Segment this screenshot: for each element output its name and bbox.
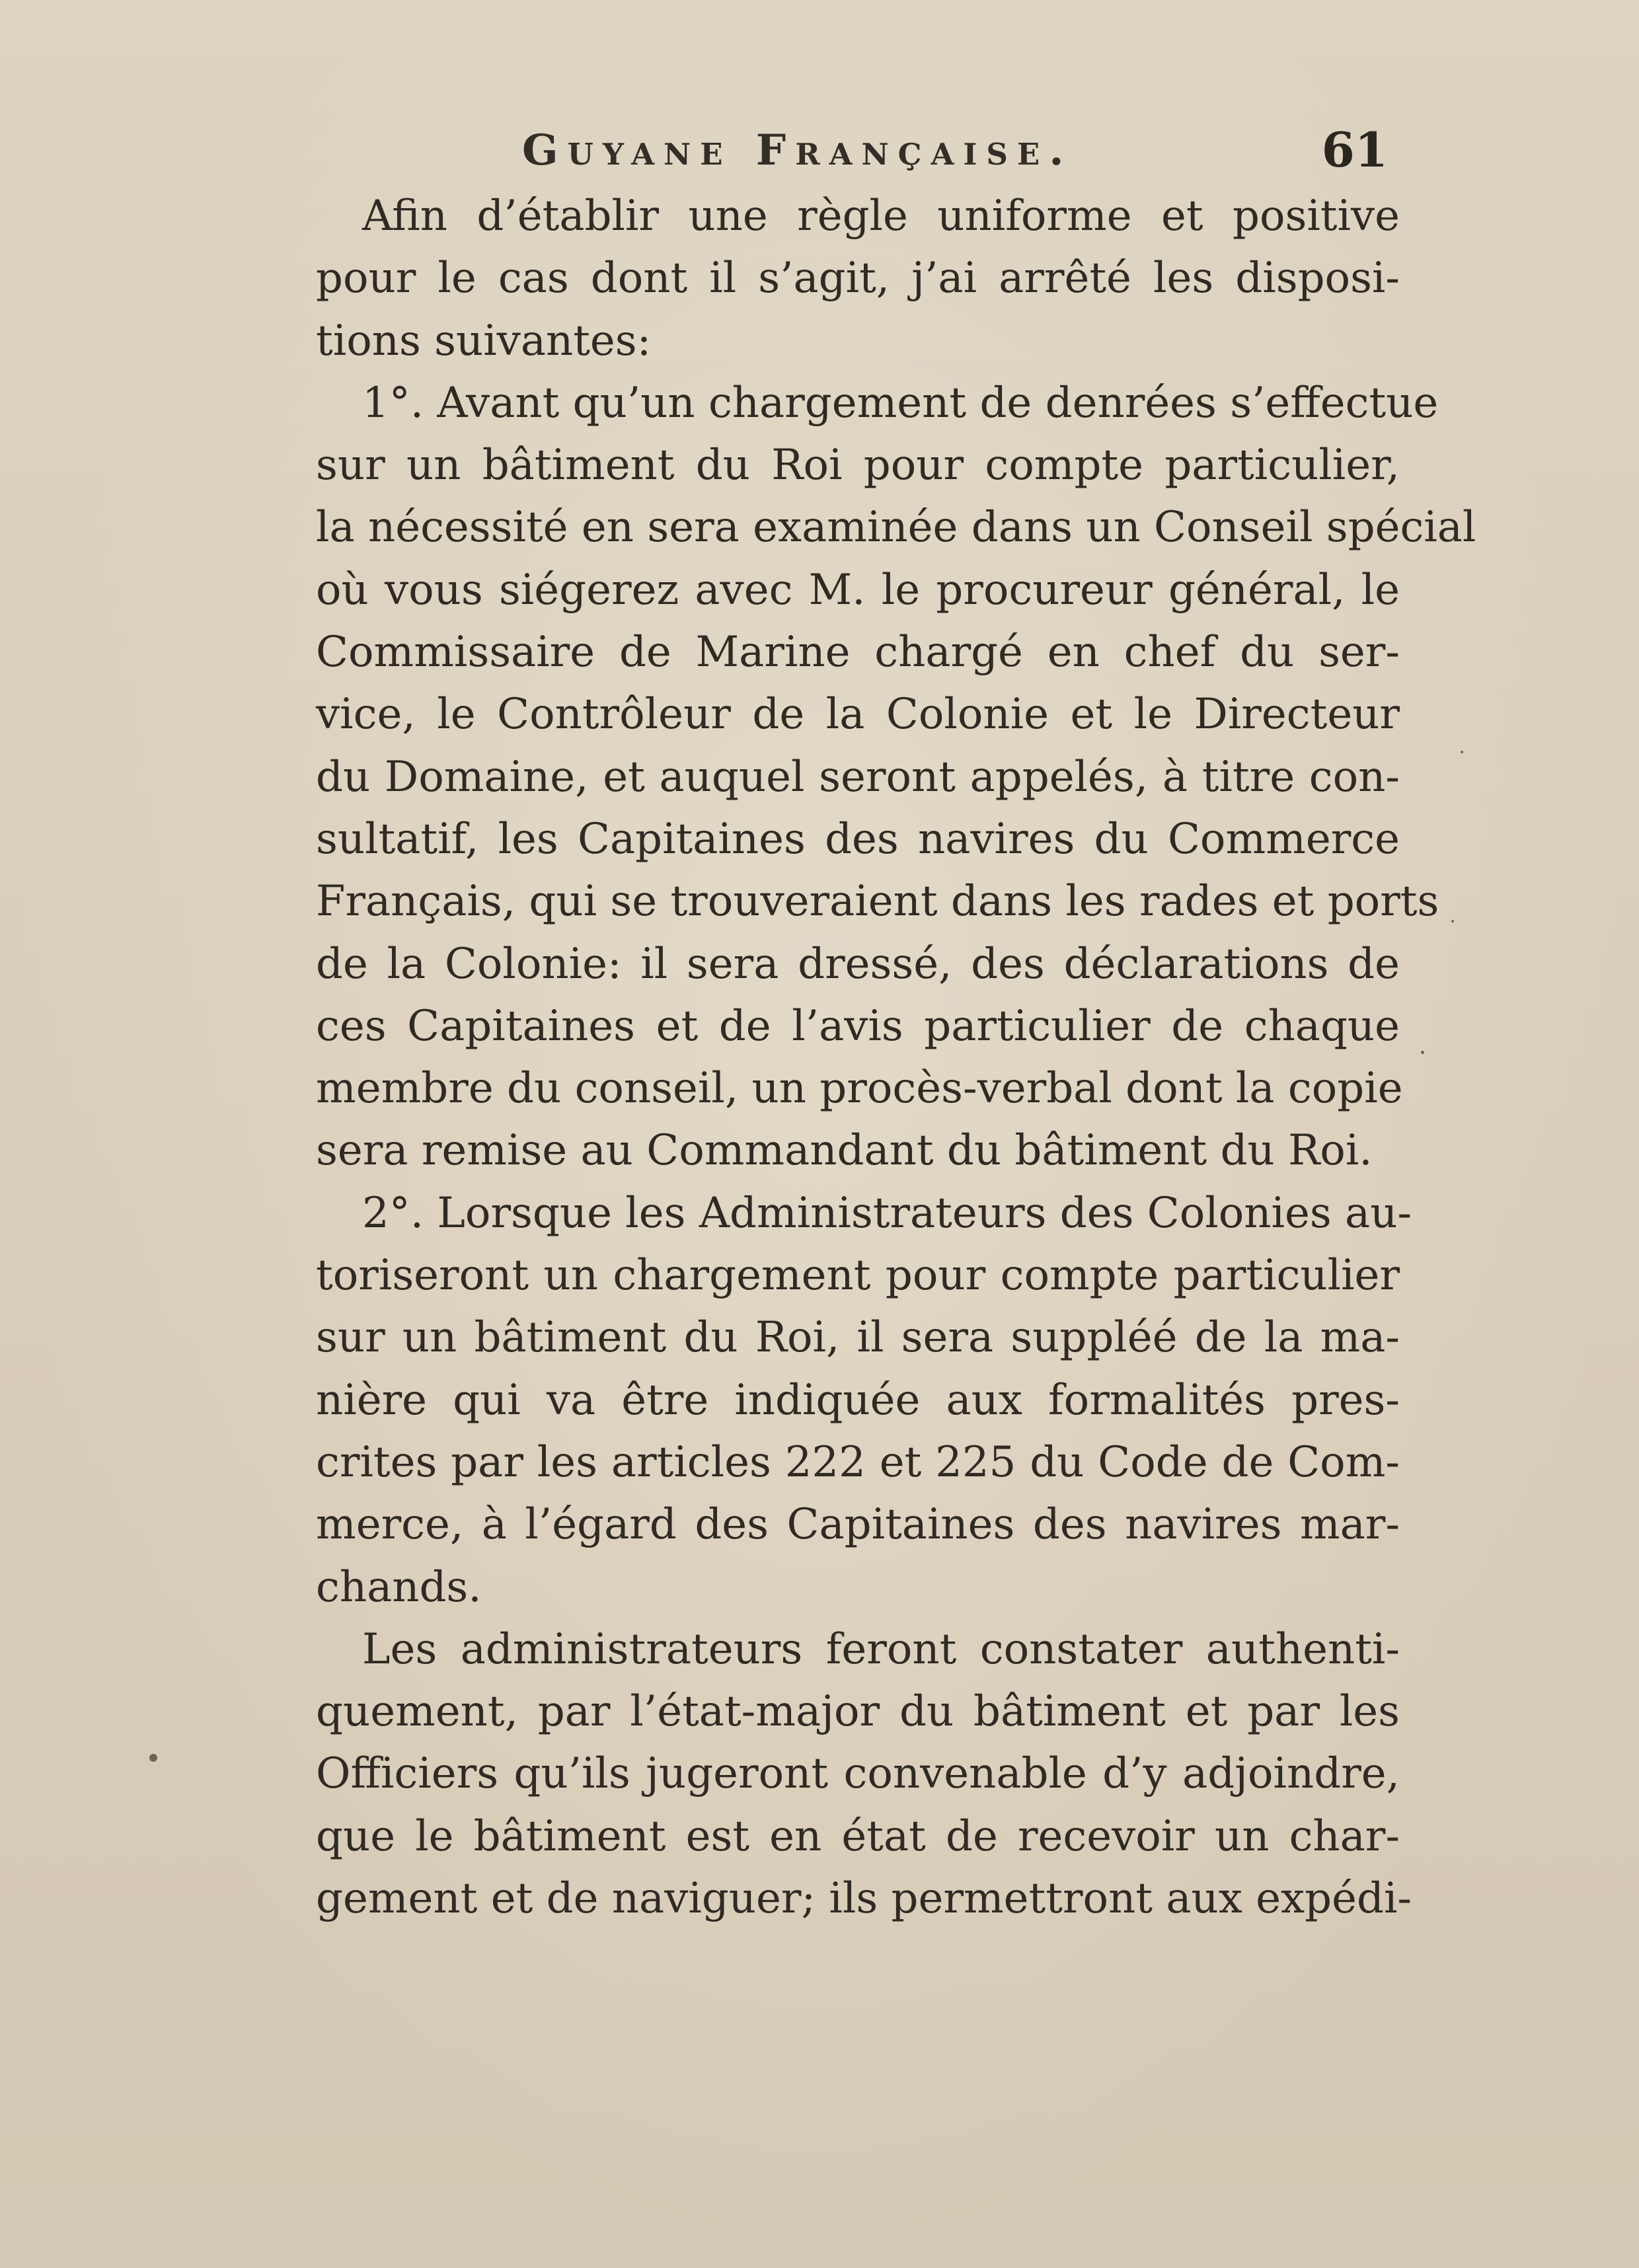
paper-speck — [1451, 920, 1454, 923]
text-line: où vous siégerez avec M. le procureur général, le — [316, 565, 1400, 615]
text-line: de la Colonie: il sera dressé, des déclarations de — [316, 939, 1400, 989]
running-title: Guyane Française. — [522, 126, 1073, 175]
text-line: sur un bâtiment du Roi, il sera suppléé de la ma- — [316, 1313, 1400, 1363]
text-line: vice, le Contrôleur de la Colonie et le Directeur — [316, 690, 1400, 739]
text-line: 2°. Lorsque les Administrateurs des Colonies au- — [362, 1188, 1412, 1238]
page-number: 61 — [1321, 122, 1388, 178]
text-line: chands. — [316, 1562, 482, 1612]
text-line: Afin d’établir une règle uniforme et positive — [362, 192, 1400, 241]
text-line: Officiers qu’ils jugeront convenable d’y adjoindre, — [316, 1749, 1400, 1799]
text-line: du Domaine, et auquel seront appelés, à titre con- — [316, 752, 1400, 802]
text-line: merce, à l’égard des Capitaines des navires mar- — [316, 1500, 1400, 1550]
text-line: toriseront un chargement pour compte particulier — [316, 1251, 1400, 1301]
text-line: sera remise au Commandant du bâtiment du Roi. — [316, 1126, 1373, 1176]
text-line: que le bâtiment est en état de recevoir un char- — [316, 1811, 1400, 1861]
text-line: sultatif, les Capitaines des navires du Commerce — [316, 814, 1400, 864]
text-line: gement et de naviguer; ils permettront aux expédi- — [316, 1874, 1412, 1924]
text-line: quement, par l’état-major du bâtiment et par les — [316, 1687, 1400, 1737]
text-line: Les administrateurs feront constater authenti- — [362, 1624, 1400, 1674]
paper-speck — [1461, 751, 1463, 753]
text-line: tions suivantes: — [316, 316, 652, 365]
text-line: 1°. Avant qu’un chargement de denrées s’effectue — [362, 378, 1439, 428]
text-line: pour le cas dont il s’agit, j’ai arrêté les disposi- — [316, 254, 1400, 303]
body-text — [316, 185, 1476, 1930]
text-line: Commissaire de Marine chargé en chef du ser- — [316, 628, 1400, 677]
page-header — [317, 119, 1401, 192]
text-line: Français, qui se trouveraient dans les rades et ports — [316, 877, 1439, 926]
text-line: la nécessité en sera examinée dans un Conseil spécial — [316, 503, 1476, 552]
paper-speck — [1421, 1051, 1424, 1054]
text-line: sur un bâtiment du Roi pour compte particulier, — [316, 441, 1400, 490]
text-line: membre du conseil, un procès-verbal dont la copie — [316, 1064, 1403, 1114]
text-line: crites par les articles 222 et 225 du Code de Com- — [316, 1437, 1400, 1487]
text-line: ces Capitaines et de l’avis particulier de chaque — [316, 1001, 1400, 1051]
paper-speck — [149, 1754, 157, 1762]
text-line: nière qui va être indiquée aux formalités pres- — [316, 1375, 1400, 1425]
